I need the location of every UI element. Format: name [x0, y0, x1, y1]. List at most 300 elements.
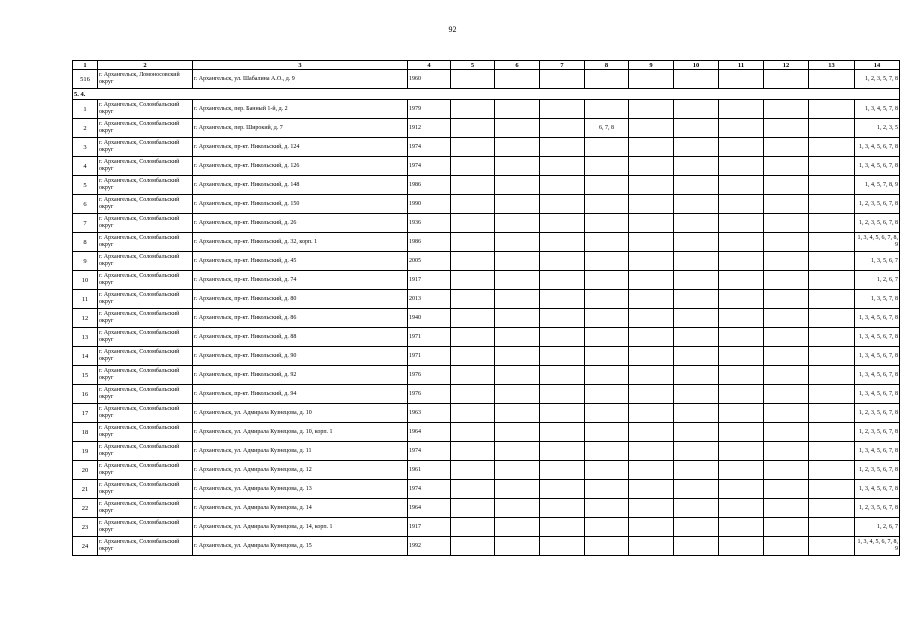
table-cell-empty: [719, 195, 764, 214]
address-cell: г. Архангельск, пр-кт. Никольский, д. 88: [193, 328, 408, 347]
address-cell: г. Архангельск, ул. Адмирала Кузнецова, д. 12: [193, 461, 408, 480]
table-cell-empty: [495, 214, 540, 233]
address-cell: г. Архангельск, ул. Адмирала Кузнецова, д. 13: [193, 480, 408, 499]
table-cell-empty: [495, 328, 540, 347]
column-header-1: 1: [73, 61, 98, 70]
table-cell-empty: [674, 385, 719, 404]
table-cell-empty: [764, 233, 809, 252]
table-cell-empty: [719, 252, 764, 271]
table-cell-empty: [495, 157, 540, 176]
table-cell-empty: [495, 290, 540, 309]
column-8-cell: [585, 100, 629, 119]
column-14-cell: 1, 3, 4, 5, 6, 7, 8: [855, 138, 900, 157]
column-14-cell: 1, 2, 3, 5, 6, 7, 8: [855, 214, 900, 233]
column-14-cell: 1, 3, 4, 5, 6, 7, 8: [855, 157, 900, 176]
table-cell-empty: [495, 518, 540, 537]
district-cell: г. Архангельск, Соломбальский округ: [98, 366, 193, 385]
table-cell-empty: [629, 70, 674, 89]
row-number: 1: [73, 100, 98, 119]
column-8-cell: [585, 271, 629, 290]
address-cell: г. Архангельск, пр-кт. Никольский, д. 74: [193, 271, 408, 290]
table-row: [73, 385, 900, 404]
table-cell-empty: [540, 404, 585, 423]
table-cell-empty: [809, 176, 855, 195]
district-cell: г. Архангельск, Соломбальский округ: [98, 119, 193, 138]
address-cell: г. Архангельск, ул. Шабалина А.О., д. 9: [193, 70, 408, 89]
table-cell-empty: [629, 328, 674, 347]
table-cell-empty: [809, 328, 855, 347]
table-cell-empty: [719, 290, 764, 309]
column-header-10: 10: [674, 61, 719, 70]
column-14-cell: 1, 3, 5, 7, 8: [855, 290, 900, 309]
table-cell-empty: [495, 271, 540, 290]
column-header-2: 2: [98, 61, 193, 70]
table-cell-empty: [764, 290, 809, 309]
table-cell-empty: [809, 461, 855, 480]
district-cell: г. Архангельск, Соломбальский округ: [98, 328, 193, 347]
address-cell: г. Архангельск, пр-кт. Никольский, д. 90: [193, 347, 408, 366]
district-cell: г. Архангельск, Соломбальский округ: [98, 233, 193, 252]
table-cell-empty: [674, 233, 719, 252]
table-cell-empty: [629, 290, 674, 309]
row-number: 16: [73, 385, 98, 404]
district-cell: г. Архангельск, Соломбальский округ: [98, 309, 193, 328]
table-row: [73, 290, 900, 309]
column-8-cell: [585, 157, 629, 176]
table-cell-empty: [451, 195, 495, 214]
table-cell-empty: [719, 480, 764, 499]
table-row: [73, 70, 900, 89]
table-cell-empty: [629, 423, 674, 442]
table-cell-empty: [451, 309, 495, 328]
address-cell: г. Архангельск, пр-кт. Никольский, д. 150: [193, 195, 408, 214]
table-row: [73, 537, 900, 556]
district-cell: г. Архангельск, Соломбальский округ: [98, 100, 193, 119]
table-cell-empty: [540, 195, 585, 214]
table-cell-empty: [674, 176, 719, 195]
table-cell-empty: [495, 366, 540, 385]
column-8-cell: [585, 385, 629, 404]
column-14-cell: 1, 3, 4, 5, 6, 7, 8, 9: [855, 537, 900, 556]
table-cell-empty: [764, 442, 809, 461]
district-cell: г. Архангельск, Соломбальский округ: [98, 271, 193, 290]
table-cell-empty: [629, 385, 674, 404]
table-cell-empty: [674, 195, 719, 214]
table-cell-empty: [540, 328, 585, 347]
table-cell-empty: [540, 423, 585, 442]
year-cell: 1940: [408, 309, 451, 328]
table-cell-empty: [629, 271, 674, 290]
table-cell-empty: [719, 347, 764, 366]
table-cell-empty: [451, 404, 495, 423]
table-cell-empty: [764, 537, 809, 556]
column-14-cell: 1, 3, 4, 5, 6, 7, 8: [855, 442, 900, 461]
row-number: 6: [73, 195, 98, 214]
table-cell-empty: [674, 347, 719, 366]
address-cell: г. Архангельск, ул. Адмирала Кузнецова, д. 15: [193, 537, 408, 556]
table-cell-empty: [719, 499, 764, 518]
table-cell-empty: [629, 100, 674, 119]
table-cell-empty: [451, 347, 495, 366]
table-cell-empty: [495, 70, 540, 89]
table-row: [73, 404, 900, 423]
table-cell-empty: [629, 518, 674, 537]
table-cell-empty: [451, 138, 495, 157]
column-14-cell: 1, 3, 4, 5, 6, 7, 8: [855, 309, 900, 328]
address-cell: г. Архангельск, ул. Адмирала Кузнецова, д. 10: [193, 404, 408, 423]
table-cell-empty: [451, 252, 495, 271]
table-cell-empty: [540, 480, 585, 499]
table-cell-empty: [540, 176, 585, 195]
table-cell-empty: [495, 100, 540, 119]
table-row: [73, 366, 900, 385]
table-cell-empty: [674, 461, 719, 480]
table-cell-empty: [674, 328, 719, 347]
table-cell-empty: [629, 537, 674, 556]
address-cell: г. Архангельск, пр-кт. Никольский, д. 32, корп. 1: [193, 233, 408, 252]
table-cell-empty: [764, 252, 809, 271]
table-row: [73, 328, 900, 347]
table-cell-empty: [764, 70, 809, 89]
table-cell-empty: [451, 119, 495, 138]
table-cell-empty: [495, 195, 540, 214]
table-cell-empty: [674, 499, 719, 518]
table-cell-empty: [540, 233, 585, 252]
table-cell-empty: [809, 252, 855, 271]
table-cell-empty: [809, 290, 855, 309]
district-cell: г. Архангельск, Соломбальский округ: [98, 252, 193, 271]
table-cell-empty: [540, 119, 585, 138]
column-14-cell: 1, 2, 3, 5: [855, 119, 900, 138]
table-cell-empty: [674, 290, 719, 309]
table-row: [73, 157, 900, 176]
table-cell-empty: [719, 214, 764, 233]
table-cell-empty: [674, 404, 719, 423]
column-8-cell: [585, 309, 629, 328]
table-cell-empty: [809, 195, 855, 214]
table-body: [73, 70, 900, 556]
row-number: 14: [73, 347, 98, 366]
year-cell: 1974: [408, 442, 451, 461]
table-cell-empty: [719, 271, 764, 290]
column-14-cell: 1, 2, 6, 7: [855, 271, 900, 290]
table-cell-empty: [629, 157, 674, 176]
column-8-cell: [585, 404, 629, 423]
year-cell: 1976: [408, 385, 451, 404]
table-cell-empty: [629, 233, 674, 252]
row-number: 8: [73, 233, 98, 252]
year-cell: 1976: [408, 366, 451, 385]
table-cell-empty: [495, 385, 540, 404]
row-number: 2: [73, 119, 98, 138]
table-cell-empty: [764, 214, 809, 233]
table-cell-empty: [764, 518, 809, 537]
district-cell: г. Архангельск, Соломбальский округ: [98, 442, 193, 461]
table-cell-empty: [674, 70, 719, 89]
year-cell: 1990: [408, 195, 451, 214]
table-cell-empty: [540, 518, 585, 537]
section-label: 5. 4.: [73, 89, 900, 100]
table-cell-empty: [764, 480, 809, 499]
table-cell-empty: [809, 233, 855, 252]
table-cell-empty: [764, 176, 809, 195]
year-cell: 1974: [408, 157, 451, 176]
column-header-4: 4: [408, 61, 451, 70]
table-header-row: [73, 61, 900, 70]
table-cell-empty: [451, 214, 495, 233]
table-cell-empty: [495, 480, 540, 499]
table-cell-empty: [451, 366, 495, 385]
table-cell-empty: [629, 347, 674, 366]
row-number: 19: [73, 442, 98, 461]
table-cell-empty: [719, 176, 764, 195]
table-cell-empty: [719, 138, 764, 157]
table-cell-empty: [719, 423, 764, 442]
year-cell: 2005: [408, 252, 451, 271]
table-cell-empty: [451, 385, 495, 404]
year-cell: 1963: [408, 404, 451, 423]
table-cell-empty: [809, 442, 855, 461]
table-cell-empty: [809, 518, 855, 537]
row-number: 516: [73, 70, 98, 89]
table-cell-empty: [451, 100, 495, 119]
table-cell-empty: [764, 328, 809, 347]
table-cell-empty: [809, 214, 855, 233]
row-number: 12: [73, 309, 98, 328]
address-cell: г. Архангельск, пр-кт. Никольский, д. 86: [193, 309, 408, 328]
address-cell: г. Архангельск, пр-кт. Никольский, д. 94: [193, 385, 408, 404]
table-cell-empty: [540, 70, 585, 89]
column-header-5: 5: [451, 61, 495, 70]
column-header-12: 12: [764, 61, 809, 70]
column-8-cell: [585, 442, 629, 461]
column-14-cell: 1, 3, 5, 6, 7: [855, 252, 900, 271]
table-cell-empty: [629, 252, 674, 271]
column-8-cell: [585, 290, 629, 309]
table-cell-empty: [764, 499, 809, 518]
table-cell-empty: [764, 195, 809, 214]
district-cell: г. Архангельск, Соломбальский округ: [98, 138, 193, 157]
table-cell-empty: [809, 100, 855, 119]
table-cell-empty: [629, 442, 674, 461]
district-cell: г. Архангельск, Соломбальский округ: [98, 480, 193, 499]
address-cell: г. Архангельск, пер. Широкий, д. 7: [193, 119, 408, 138]
table-cell-empty: [764, 423, 809, 442]
column-14-cell: 1, 3, 4, 5, 6, 7, 8: [855, 328, 900, 347]
table-cell-empty: [540, 290, 585, 309]
table-cell-empty: [451, 70, 495, 89]
district-cell: г. Архангельск, Соломбальский округ: [98, 214, 193, 233]
table-cell-empty: [540, 537, 585, 556]
column-8-cell: [585, 537, 629, 556]
column-8-cell: [585, 347, 629, 366]
year-cell: 1986: [408, 233, 451, 252]
column-8-cell: [585, 138, 629, 157]
column-8-cell: [585, 423, 629, 442]
table-cell-empty: [674, 252, 719, 271]
table-cell-empty: [629, 461, 674, 480]
column-14-cell: 1, 3, 4, 5, 6, 7, 8: [855, 480, 900, 499]
table-cell-empty: [629, 119, 674, 138]
table-row: [73, 119, 900, 138]
address-cell: г. Архангельск, пер. Банный 1-й, д. 2: [193, 100, 408, 119]
column-header-14: 14: [855, 61, 900, 70]
column-header-13: 13: [809, 61, 855, 70]
year-cell: 1971: [408, 328, 451, 347]
table-cell-empty: [719, 461, 764, 480]
column-header-7: 7: [540, 61, 585, 70]
column-header-11: 11: [719, 61, 764, 70]
table-cell-empty: [495, 176, 540, 195]
column-8-cell: [585, 328, 629, 347]
table-cell-empty: [719, 157, 764, 176]
table-cell-empty: [451, 480, 495, 499]
column-14-cell: 1, 2, 3, 5, 6, 7, 8: [855, 195, 900, 214]
column-14-cell: 1, 3, 4, 5, 7, 8: [855, 100, 900, 119]
address-cell: г. Архангельск, ул. Адмирала Кузнецова, д. 14, корп. 1: [193, 518, 408, 537]
year-cell: 2013: [408, 290, 451, 309]
address-cell: г. Архангельск, ул. Адмирала Кузнецова, д. 10, корп. 1: [193, 423, 408, 442]
row-number: 13: [73, 328, 98, 347]
column-14-cell: 1, 2, 3, 5, 6, 7, 8: [855, 461, 900, 480]
table-cell-empty: [719, 309, 764, 328]
district-cell: г. Архангельск, Соломбальский округ: [98, 423, 193, 442]
table-cell-empty: [764, 404, 809, 423]
row-number: 3: [73, 138, 98, 157]
table-cell-empty: [809, 537, 855, 556]
table-cell-empty: [540, 252, 585, 271]
table-cell-empty: [674, 518, 719, 537]
table-row: [73, 518, 900, 537]
table-cell-empty: [809, 366, 855, 385]
table-cell-empty: [674, 138, 719, 157]
table-row: [73, 233, 900, 252]
column-14-cell: 1, 4, 5, 7, 8, 9: [855, 176, 900, 195]
column-8-cell: [585, 233, 629, 252]
row-number: 11: [73, 290, 98, 309]
table-cell-empty: [451, 461, 495, 480]
table-cell-empty: [540, 347, 585, 366]
table-cell-empty: [540, 385, 585, 404]
registry-table: [72, 60, 900, 556]
table-cell-empty: [495, 423, 540, 442]
table-row: [73, 499, 900, 518]
table-cell-empty: [540, 214, 585, 233]
district-cell: г. Архангельск, Соломбальский округ: [98, 404, 193, 423]
table-cell-empty: [629, 499, 674, 518]
column-8-cell: [585, 480, 629, 499]
table-cell-empty: [629, 309, 674, 328]
table-cell-empty: [451, 290, 495, 309]
table-cell-empty: [809, 119, 855, 138]
year-cell: 1974: [408, 138, 451, 157]
table-cell-empty: [764, 366, 809, 385]
column-8-cell: [585, 366, 629, 385]
row-number: 20: [73, 461, 98, 480]
address-cell: г. Архангельск, пр-кт. Никольский, д. 80: [193, 290, 408, 309]
column-14-cell: 1, 3, 4, 5, 6, 7, 8: [855, 347, 900, 366]
table-cell-empty: [674, 100, 719, 119]
address-cell: г. Архангельск, пр-кт. Никольский, д. 126: [193, 157, 408, 176]
year-cell: 1971: [408, 347, 451, 366]
district-cell: г. Архангельск, Соломбальский округ: [98, 499, 193, 518]
table-cell-empty: [451, 157, 495, 176]
column-8-cell: [585, 461, 629, 480]
column-8-cell: [585, 176, 629, 195]
table-cell-empty: [540, 309, 585, 328]
table-cell-empty: [451, 499, 495, 518]
column-14-cell: 1, 3, 4, 5, 6, 7, 8, 9: [855, 233, 900, 252]
table-cell-empty: [809, 480, 855, 499]
table-row: [73, 442, 900, 461]
table-cell-empty: [764, 157, 809, 176]
row-number: 21: [73, 480, 98, 499]
district-cell: г. Архангельск, Соломбальский округ: [98, 157, 193, 176]
row-number: 24: [73, 537, 98, 556]
table-cell-empty: [809, 309, 855, 328]
table-cell-empty: [809, 347, 855, 366]
column-14-cell: 1, 3, 4, 5, 6, 7, 8: [855, 385, 900, 404]
column-8-cell: [585, 195, 629, 214]
column-header-8: 8: [585, 61, 629, 70]
table-cell-empty: [674, 423, 719, 442]
table-row: [73, 176, 900, 195]
column-8-cell: [585, 252, 629, 271]
table-cell-empty: [719, 518, 764, 537]
address-cell: г. Архангельск, пр-кт. Никольский, д. 26: [193, 214, 408, 233]
table-cell-empty: [495, 138, 540, 157]
column-header-6: 6: [495, 61, 540, 70]
table-cell-empty: [764, 309, 809, 328]
district-cell: г. Архангельск, Ломоносовский округ: [98, 70, 193, 89]
table-cell-empty: [629, 214, 674, 233]
district-cell: г. Архангельск, Соломбальский округ: [98, 347, 193, 366]
table-row: [73, 347, 900, 366]
column-14-cell: 1, 2, 3, 5, 6, 7, 8: [855, 423, 900, 442]
table-cell-empty: [495, 461, 540, 480]
table-cell-empty: [540, 271, 585, 290]
column-14-cell: 1, 2, 3, 5, 7, 8: [855, 70, 900, 89]
table-cell-empty: [809, 70, 855, 89]
table-cell-empty: [451, 233, 495, 252]
column-8-cell: [585, 214, 629, 233]
table-cell-empty: [495, 442, 540, 461]
table-cell-empty: [764, 461, 809, 480]
row-number: 9: [73, 252, 98, 271]
column-14-cell: 1, 2, 3, 5, 6, 7, 8: [855, 499, 900, 518]
address-cell: г. Архангельск, пр-кт. Никольский, д. 124: [193, 138, 408, 157]
table-cell-empty: [495, 233, 540, 252]
column-14-cell: 1, 3, 4, 5, 6, 7, 8: [855, 366, 900, 385]
table-cell-empty: [674, 442, 719, 461]
table-cell-empty: [719, 404, 764, 423]
table-cell-empty: [719, 537, 764, 556]
row-number: 15: [73, 366, 98, 385]
table-cell-empty: [451, 271, 495, 290]
table-cell-empty: [809, 271, 855, 290]
column-8-cell: [585, 70, 629, 89]
address-cell: г. Архангельск, пр-кт. Никольский, д. 92: [193, 366, 408, 385]
table-cell-empty: [629, 138, 674, 157]
table-cell-empty: [809, 499, 855, 518]
table-cell-empty: [540, 461, 585, 480]
table-cell-empty: [451, 423, 495, 442]
table-cell-empty: [809, 385, 855, 404]
district-cell: г. Архангельск, Соломбальский округ: [98, 195, 193, 214]
district-cell: г. Архангельск, Соломбальский округ: [98, 385, 193, 404]
table-cell-empty: [674, 366, 719, 385]
table-cell-empty: [495, 499, 540, 518]
